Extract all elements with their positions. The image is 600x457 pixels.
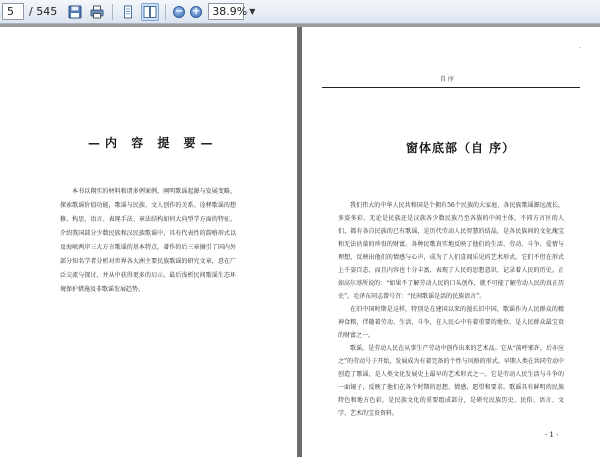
- page-number-input[interactable]: 5: [2, 3, 24, 20]
- save-button[interactable]: [66, 3, 84, 21]
- two-page-icon: [143, 5, 157, 19]
- right-page: [302, 27, 600, 457]
- save-icon: [68, 5, 82, 19]
- zoom-out-button[interactable]: [173, 6, 185, 18]
- single-page-view-button[interactable]: [119, 3, 137, 21]
- summary-paragraph: [60, 185, 236, 297]
- running-head: 自 序: [440, 76, 454, 83]
- preface-text: [338, 199, 564, 420]
- two-page-view-button[interactable]: [141, 3, 159, 21]
- chapter-title: 窗体底部（自 序）: [406, 141, 516, 155]
- document-viewport[interactable]: [0, 25, 600, 446]
- zoom-in-icon: +: [192, 5, 201, 17]
- page-number: · 1 ·: [545, 431, 559, 439]
- total-pages-label: / 545: [29, 5, 58, 18]
- left-page: [0, 27, 297, 457]
- top-mark: ·: [579, 45, 581, 52]
- header-rule: [322, 87, 580, 88]
- preface-paragraph: 歌谣，是劳动人民在从事生产劳动中创作出来的艺术品。它从“前呼邪许，后亦应之”的劳动号子开始，发展成为有着完备的个性与风格的形式。早期人类在共同劳动中创造了歌谣，是人类文化发展史上最早的艺术形式之一。它是劳动人民生活与斗争的一面镜子，反映了他们在各个时期的思想、情感、愿望和要求。歌谣具有鲜明的民族特色和地方色彩，是民族文化的重要组成部分，是研究民族历史、民俗、语言、文学、艺术的宝贵资料。: [338, 345, 564, 417]
- zoom-level-input[interactable]: 38.9%: [208, 3, 244, 20]
- print-icon: [90, 5, 104, 19]
- summary-heading: —内 容 提 要—: [88, 136, 218, 150]
- single-page-icon: [121, 5, 135, 19]
- pdf-toolbar: [0, 0, 600, 24]
- preface-paragraph: 我们伟大的中华人民共和国是个拥有56个民族的大家庭，各民族歌谣源远流长，多姿多彩，无论是民族还是汉族各少数民族乃至各族的中间主体，不同方言区的人们，都有各自民族的已有歌谣，是历代劳动人民智慧的结晶，是各民族间的文化瑰宝和无法估量的珍贵的财富。各种民歌真实地反映了他们的生活、劳动、斗争、爱情与理想，反映出他们的情感与心声，成为了人们喜闻乐见的艺术形式。它们不但在形式上千姿百态，而且内容也十分丰富，表现了人民的思想意识，记录着人民的历史。正如高尔基所说的：“如果不了解劳动人民的口头创作，就不可能了解劳动人民的真正历史”。毛泽东同志曾号召：“民间歌谣是活的民族语言”。: [338, 202, 564, 300]
- zoom-out-icon: −: [175, 5, 184, 17]
- zoom-in-button[interactable]: [190, 6, 202, 18]
- toolbar-separator: [112, 4, 113, 20]
- toolbar-separator: [165, 4, 166, 20]
- summary-text: 本书以翔实的材料和诸多例案例，阐明歌谣起源与发展变略，探索歌谣价值功能，歌谣与民族、文人创作的关系。诠释歌谣的想修、构思、语言、表现手法、章法结构如何大向型学方面的特征。介绍我国部分少数民族和汉民族歌谣中，具有代表性的韵格形式以及海峡两岸三大方言歌谣的基本特点。著作的后三章摘引了国内外部分知名学者分析对世界各大洲主要民族歌谣的研究文章，意在广泛交流与探讨，并从中获得更多的启示。最后浅析民间歌谣生态环境保护措施及非歌谣发展趋势。: [60, 188, 236, 293]
- preface-paragraph: 在旧中国时期是这样，特别是在建国以来的漫长旧中国，歌谣作为人民群众的精神食粮，伴随着劳动、生活、斗争，在人民心中有着重要的地位，是人民群众最宝贵的财富之一。: [338, 306, 564, 339]
- print-button[interactable]: [88, 3, 106, 21]
- zoom-dropdown-icon[interactable]: ▼: [249, 7, 256, 16]
